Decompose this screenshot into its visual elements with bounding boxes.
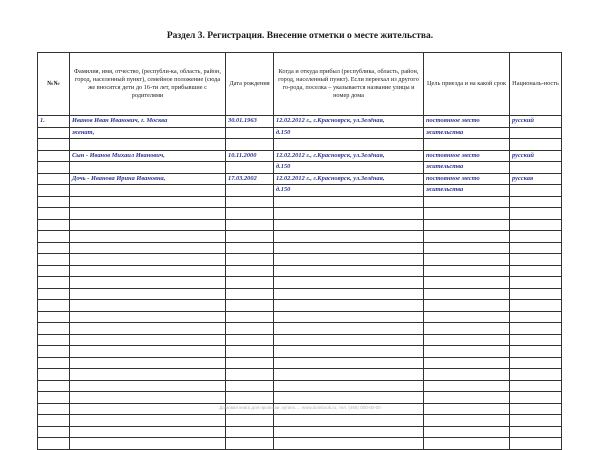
cell-nationality	[510, 162, 562, 174]
cell-num	[38, 346, 70, 358]
cell-num	[38, 265, 70, 277]
cell-num	[38, 415, 70, 427]
table-row	[38, 346, 562, 358]
cell-purpose	[424, 277, 510, 289]
cell-num	[38, 323, 70, 335]
cell-num	[38, 369, 70, 381]
table-row	[38, 185, 562, 197]
cell-fio	[70, 208, 226, 220]
cell-nationality	[510, 254, 562, 266]
table-row	[38, 208, 562, 220]
cell-num	[38, 334, 70, 346]
table-row	[38, 254, 562, 266]
cell-arrival	[274, 369, 424, 381]
table-row	[38, 369, 562, 381]
cell-num	[38, 426, 70, 438]
cell-num	[38, 196, 70, 208]
cell-nationality	[510, 127, 562, 139]
cell-fio: Сын - Иванов Михаил Иванович,	[70, 150, 226, 162]
cell-nationality	[510, 219, 562, 231]
cell-arrival	[274, 426, 424, 438]
cell-fio	[70, 369, 226, 381]
cell-birth: 17.03.2002	[226, 173, 274, 185]
cell-birth	[226, 392, 274, 404]
table-row	[38, 300, 562, 312]
cell-num	[38, 277, 70, 289]
cell-birth	[226, 357, 274, 369]
cell-num	[38, 357, 70, 369]
cell-fio	[70, 346, 226, 358]
header-arrival: Когда и откуда прибыл (республика, область, район, город, населенный пункт). Если переехал из другого го-рода, поселка – указывается название улицы и номер дома	[274, 53, 424, 116]
cell-num	[38, 380, 70, 392]
cell-fio	[70, 277, 226, 289]
cell-num	[38, 219, 70, 231]
cell-fio	[70, 438, 226, 450]
cell-fio	[70, 139, 226, 151]
cell-purpose	[424, 415, 510, 427]
cell-num	[38, 392, 70, 404]
cell-arrival	[274, 311, 424, 323]
cell-arrival: д.150	[274, 185, 424, 197]
cell-arrival: д.150	[274, 127, 424, 139]
table-row	[38, 357, 562, 369]
cell-birth	[226, 162, 274, 174]
cell-purpose	[424, 426, 510, 438]
cell-fio	[70, 231, 226, 243]
cell-num	[38, 438, 70, 450]
table-row	[38, 173, 562, 185]
cell-birth	[226, 139, 274, 151]
cell-fio	[70, 219, 226, 231]
cell-purpose	[424, 139, 510, 151]
cell-fio	[70, 311, 226, 323]
cell-nationality	[510, 426, 562, 438]
cell-num	[38, 288, 70, 300]
cell-nationality	[510, 196, 562, 208]
cell-birth	[226, 127, 274, 139]
cell-num	[38, 300, 70, 312]
header-fio: Фамилия, имя, отчество, (республи-ка, область, район, город, населенный пункт), семейное положение (сюда же вносятся дети до 16-ти лет, прибывшие с родителями	[70, 53, 226, 116]
header-purpose: Цель приезда и на какой срок	[424, 53, 510, 116]
cell-purpose	[424, 438, 510, 450]
cell-arrival	[274, 265, 424, 277]
cell-purpose	[424, 300, 510, 312]
cell-arrival	[274, 139, 424, 151]
cell-birth	[226, 426, 274, 438]
cell-nationality	[510, 415, 562, 427]
cell-arrival	[274, 392, 424, 404]
cell-nationality	[510, 231, 562, 243]
cell-purpose	[424, 311, 510, 323]
cell-fio	[70, 426, 226, 438]
cell-birth	[226, 208, 274, 220]
cell-nationality	[510, 357, 562, 369]
header-birth: Дата рождения	[226, 53, 274, 116]
cell-num	[38, 231, 70, 243]
cell-arrival: д.150	[274, 162, 424, 174]
cell-nationality	[510, 346, 562, 358]
footer-watermark: Домовая книга для прописки, купить ... www.dombook.ru, тел. (495) 000-00-00	[219, 405, 381, 410]
cell-nationality	[510, 277, 562, 289]
cell-purpose	[424, 231, 510, 243]
cell-purpose: постоянное место	[424, 173, 510, 185]
table-row	[38, 392, 562, 404]
cell-nationality	[510, 380, 562, 392]
cell-purpose	[424, 357, 510, 369]
table-body	[38, 116, 562, 450]
cell-nationality: русский	[510, 150, 562, 162]
table-header-row	[38, 53, 562, 116]
cell-birth	[226, 196, 274, 208]
table-row	[38, 288, 562, 300]
cell-nationality	[510, 242, 562, 254]
table-row	[38, 127, 562, 139]
cell-nationality: русская	[510, 173, 562, 185]
cell-arrival	[274, 323, 424, 335]
table-row	[38, 116, 562, 128]
cell-nationality	[510, 392, 562, 404]
cell-num	[38, 242, 70, 254]
cell-birth	[226, 254, 274, 266]
cell-num	[38, 162, 70, 174]
cell-nationality	[510, 185, 562, 197]
cell-arrival	[274, 288, 424, 300]
cell-arrival	[274, 231, 424, 243]
table-row	[38, 196, 562, 208]
cell-birth	[226, 438, 274, 450]
cell-purpose	[424, 219, 510, 231]
cell-fio	[70, 323, 226, 335]
cell-num	[38, 311, 70, 323]
cell-arrival: 12.02.2012 г., г.Красноярск, ул.Зелёная,	[274, 173, 424, 185]
cell-fio	[70, 288, 226, 300]
cell-nationality	[510, 139, 562, 151]
cell-arrival	[274, 242, 424, 254]
cell-birth	[226, 311, 274, 323]
table-row	[38, 150, 562, 162]
cell-purpose	[424, 265, 510, 277]
cell-arrival	[274, 334, 424, 346]
cell-arrival	[274, 357, 424, 369]
cell-arrival	[274, 219, 424, 231]
cell-num	[38, 127, 70, 139]
cell-fio	[70, 185, 226, 197]
cell-birth	[226, 277, 274, 289]
cell-birth: 10.11.2000	[226, 150, 274, 162]
cell-purpose	[424, 242, 510, 254]
cell-purpose	[424, 346, 510, 358]
cell-fio	[70, 415, 226, 427]
cell-birth	[226, 231, 274, 243]
cell-nationality	[510, 265, 562, 277]
cell-nationality	[510, 288, 562, 300]
cell-nationality	[510, 311, 562, 323]
cell-arrival	[274, 438, 424, 450]
cell-arrival	[274, 380, 424, 392]
cell-purpose: жительства	[424, 127, 510, 139]
cell-fio: женат,	[70, 127, 226, 139]
cell-nationality	[510, 208, 562, 220]
cell-fio	[70, 380, 226, 392]
cell-nationality: русский	[510, 116, 562, 128]
cell-num	[38, 254, 70, 266]
cell-nationality	[510, 369, 562, 381]
cell-num	[38, 208, 70, 220]
cell-fio	[70, 242, 226, 254]
cell-birth	[226, 369, 274, 381]
cell-birth	[226, 346, 274, 358]
cell-birth	[226, 380, 274, 392]
cell-fio	[70, 357, 226, 369]
cell-arrival	[274, 415, 424, 427]
cell-purpose	[424, 334, 510, 346]
cell-purpose	[424, 392, 510, 404]
cell-num	[38, 139, 70, 151]
cell-purpose	[424, 380, 510, 392]
cell-nationality	[510, 323, 562, 335]
table-row	[38, 426, 562, 438]
table-row	[38, 265, 562, 277]
cell-purpose	[424, 369, 510, 381]
header-nationality: Националь-ность	[510, 53, 562, 116]
table-row	[38, 334, 562, 346]
table-row	[38, 139, 562, 151]
cell-purpose	[424, 323, 510, 335]
cell-fio	[70, 265, 226, 277]
cell-purpose	[424, 254, 510, 266]
registration-table	[37, 52, 562, 450]
table-row	[38, 277, 562, 289]
cell-birth	[226, 288, 274, 300]
cell-birth	[226, 334, 274, 346]
cell-purpose	[424, 196, 510, 208]
cell-arrival	[274, 346, 424, 358]
table-row	[38, 438, 562, 450]
table-row	[38, 162, 562, 174]
table-row	[38, 231, 562, 243]
cell-fio	[70, 392, 226, 404]
header-num: №№	[38, 53, 70, 116]
cell-birth	[226, 300, 274, 312]
table-row	[38, 380, 562, 392]
cell-birth	[226, 219, 274, 231]
cell-birth	[226, 265, 274, 277]
cell-birth	[226, 242, 274, 254]
cell-nationality	[510, 334, 562, 346]
cell-arrival	[274, 208, 424, 220]
cell-num	[38, 150, 70, 162]
cell-fio	[70, 196, 226, 208]
cell-nationality	[510, 300, 562, 312]
section-title: Раздел 3. Регистрация. Внесение отметки о месте жительства.	[166, 31, 434, 41]
cell-purpose: жительства	[424, 185, 510, 197]
cell-birth	[226, 323, 274, 335]
table-row	[38, 219, 562, 231]
cell-birth	[226, 415, 274, 427]
cell-fio	[70, 334, 226, 346]
table-row	[38, 311, 562, 323]
cell-fio	[70, 162, 226, 174]
cell-birth: 30.01.1963	[226, 116, 274, 128]
cell-purpose	[424, 288, 510, 300]
cell-arrival: 12.02.2012 г., г.Красноярск, ул.Зелёная,	[274, 116, 424, 128]
cell-num	[38, 185, 70, 197]
cell-purpose: жительства	[424, 162, 510, 174]
table-row	[38, 242, 562, 254]
cell-fio: Иванов Иван Иванович, г. Москва	[70, 116, 226, 128]
cell-nationality	[510, 438, 562, 450]
cell-purpose	[424, 208, 510, 220]
cell-arrival	[274, 300, 424, 312]
cell-fio	[70, 300, 226, 312]
table-row	[38, 323, 562, 335]
cell-arrival	[274, 254, 424, 266]
cell-purpose: постоянное место	[424, 150, 510, 162]
cell-fio: Дочь - Иванова Ирина Ивановна,	[70, 173, 226, 185]
cell-num	[38, 173, 70, 185]
table-row	[38, 415, 562, 427]
cell-arrival	[274, 196, 424, 208]
cell-fio	[70, 254, 226, 266]
cell-arrival	[274, 277, 424, 289]
cell-num: 1.	[38, 116, 70, 128]
cell-arrival: 12.02.2012 г., г.Красноярск, ул.Зелёная,	[274, 150, 424, 162]
cell-purpose: постоянное место	[424, 116, 510, 128]
cell-birth	[226, 185, 274, 197]
